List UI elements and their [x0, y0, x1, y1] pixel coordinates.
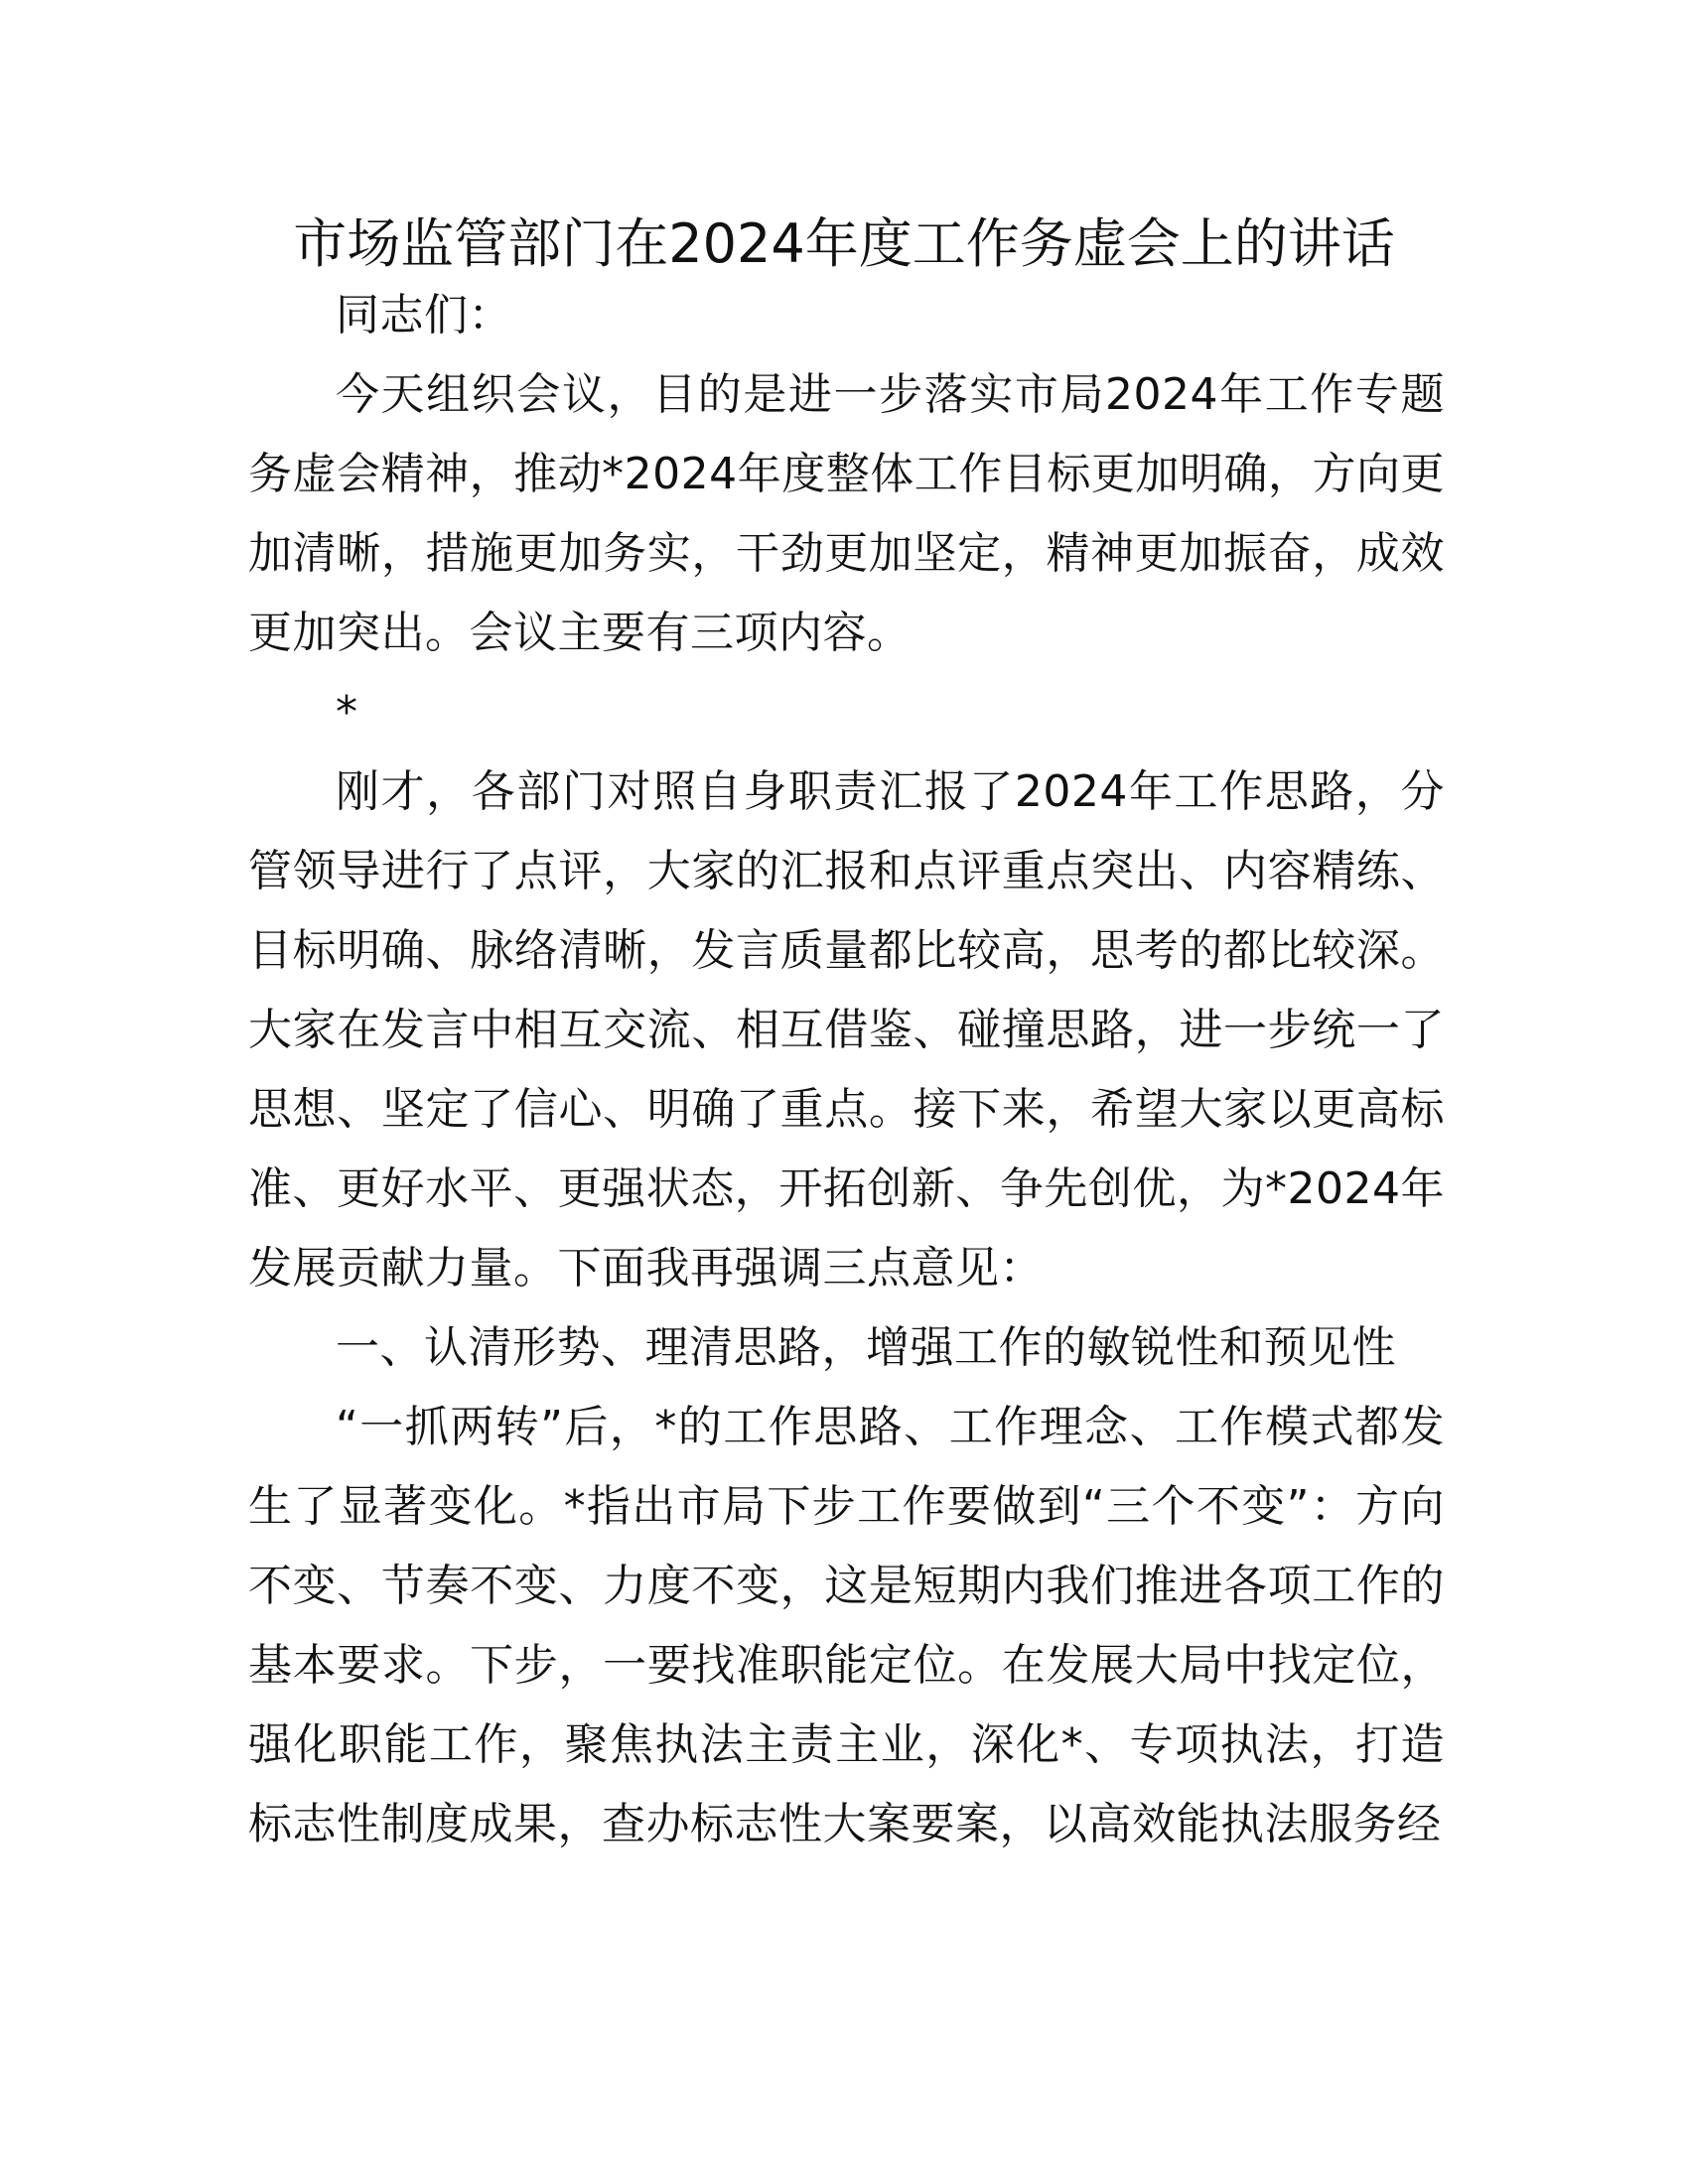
section-marker: * [336, 687, 358, 738]
document-title: 市场监管部门在2024年度工作务虚会上的讲话 [293, 212, 1395, 275]
document-body [248, 276, 1445, 1864]
body-paragraph: “一抓两转”后，*的工作思路、工作理念、工作模式都发生了显著变化。*指出市局下步工作要做到“三个不变”：方向不变、节奏不变、力度不变，这是短期内我们推进各项工作的基本要求。下步，一要找准职能定位。在发展大局中找定位，强化职能工作，聚焦执法主责主业，深化*、专项执法，打造标志性制度成果，查办标志性大案要案，以高效能执法服务经 [248, 1402, 1445, 1849]
body-paragraph: 刚才，各部门对照自身职责汇报了2024年工作思路，分管领导进行了点评，大家的汇报和点评重点突出、内容精练、目标明确、脉络清晰，发言质量都比较高，思考的都比较深。大家在发言中相互交流、相互借鉴、碰撞思路，进一步统一了思想、坚定了信心、明确了重点。接下来，希望大家以更高标准、更好水平、更强状态，开拓创新、争先创优，为*2024年发展贡献力量。下面我再强调三点意见： [248, 766, 1445, 1294]
section-heading: 一、认清形势、理清思路，增强工作的敏锐性和预见性 [336, 1322, 1396, 1373]
body-paragraph: 今天组织会议，目的是进一步落实市局2024年工作专题务虚会精神，推动*2024年度整体工作目标更加明确，方向更加清晰，措施更加务实，干劲更加坚定，精神更加振奋，成效更加突出。会议主要有三项内容。 [248, 369, 1445, 658]
salutation-paragraph: 同志们： [336, 290, 512, 341]
